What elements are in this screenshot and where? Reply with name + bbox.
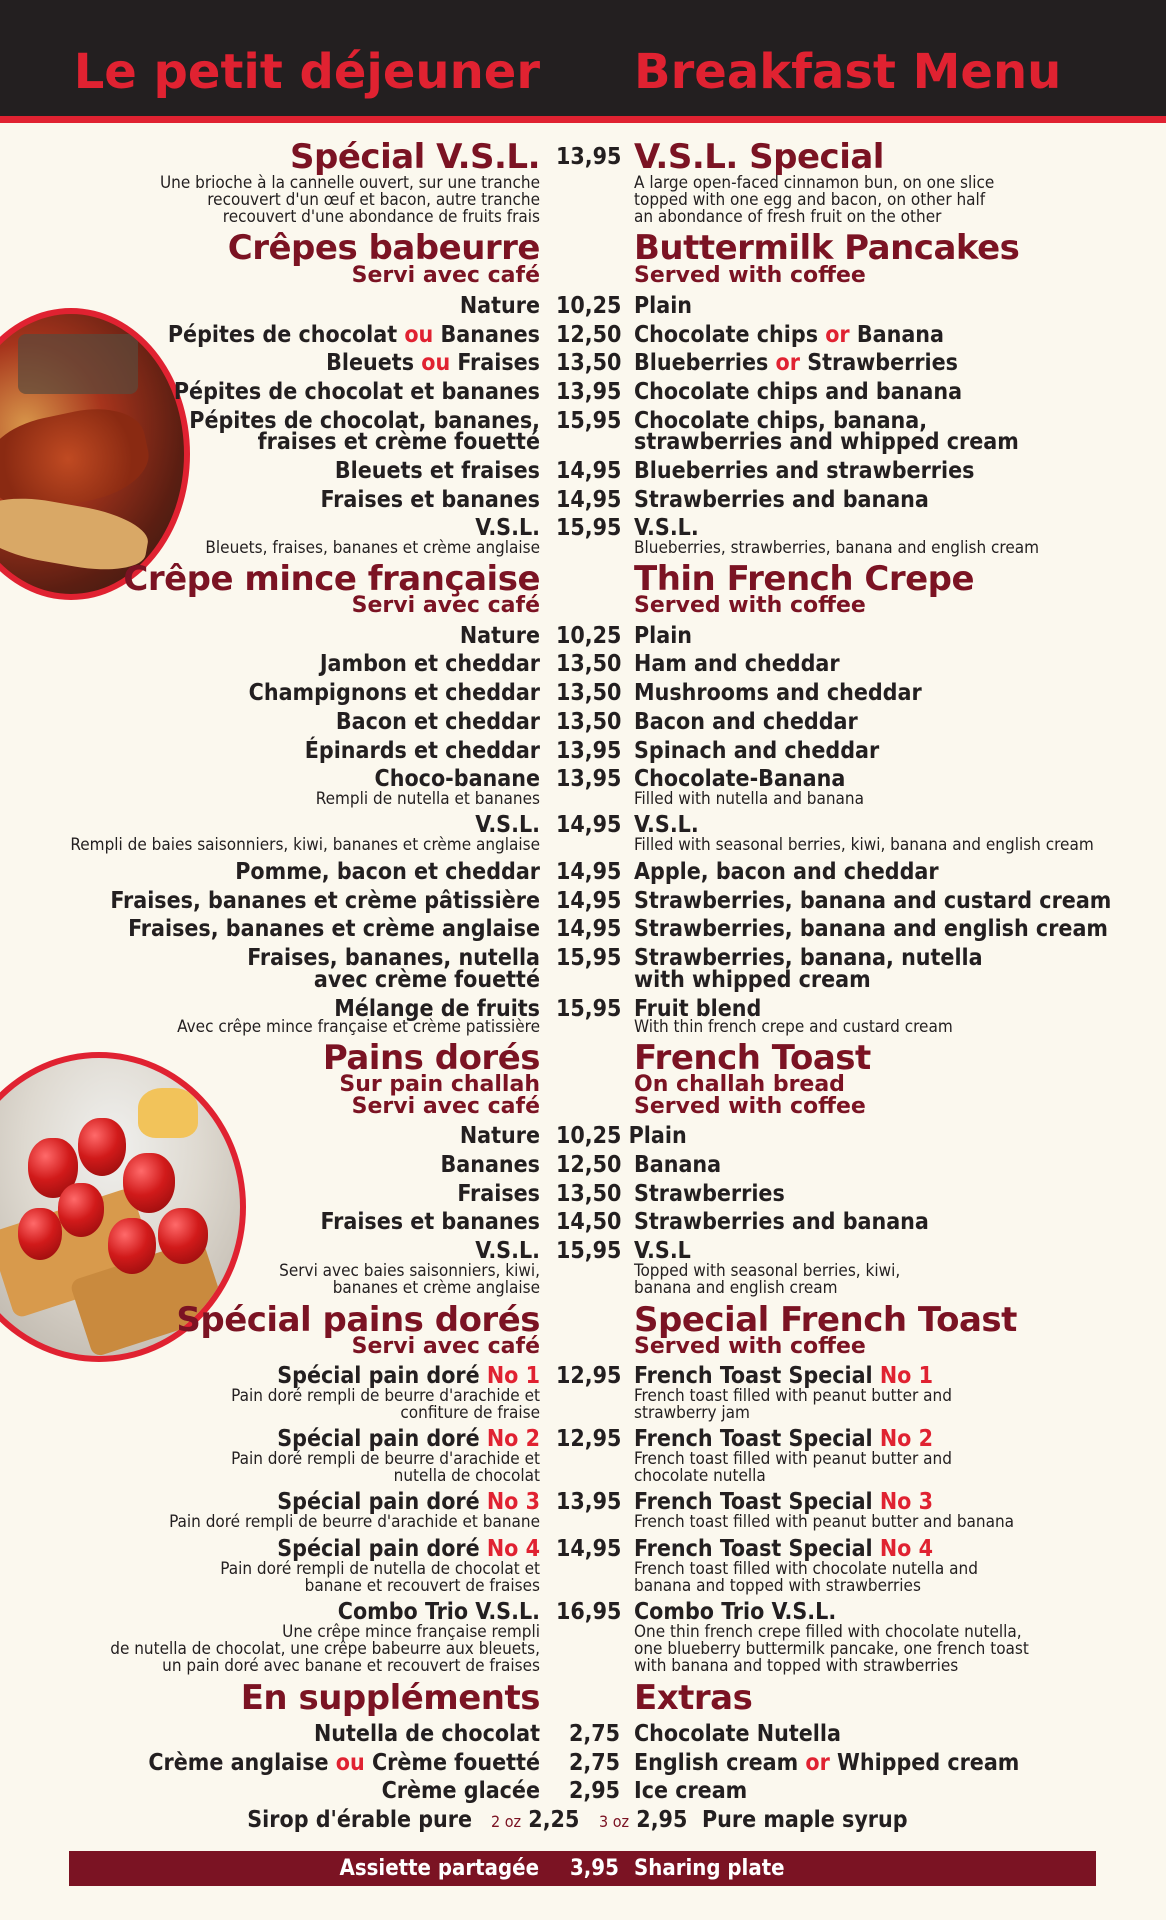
item-name-fr: Fraises, bananes et crème pâtissière xyxy=(110,888,540,914)
item-name-fr: Mélange de fruits xyxy=(334,996,540,1022)
item-name-fr: V.S.L. xyxy=(475,812,540,838)
section-title-fr: Spécial V.S.L. xyxy=(290,137,540,177)
section-title-en: French Toast xyxy=(634,1038,871,1078)
item-name-fr: Nature xyxy=(459,623,540,649)
item-desc-en: One thin french crepe filled with chocolate nutella, xyxy=(634,1622,1022,1642)
item-desc-fr: recouvert d'une abondance de fruits frais xyxy=(222,207,540,227)
item-name-fr: Jambon et cheddar xyxy=(319,651,540,677)
section-subtitle-fr: Servi avec café xyxy=(351,593,540,618)
item-name-en: Apple, bacon and cheddar xyxy=(634,859,939,885)
item-name-en: Ice cream xyxy=(634,1778,748,1804)
sharing-fr: Assiette partagée xyxy=(339,1856,539,1881)
item-price: 12,50 xyxy=(556,1152,622,1178)
item-price: 15,95 xyxy=(556,1238,622,1264)
item-price: 10,25 xyxy=(556,293,622,319)
item-price: 13,50 xyxy=(556,709,622,735)
item-price: 13,95 xyxy=(556,738,622,764)
item-price: 12,50 xyxy=(556,322,622,348)
section-subtitle-en: Served with coffee xyxy=(634,263,866,288)
item-name-fr: Fraises et bananes xyxy=(320,1209,540,1235)
price: 13,95 xyxy=(556,144,622,170)
section-subtitle-fr: Sur pain challah xyxy=(339,1072,540,1097)
item-price: 12,95 xyxy=(556,1363,622,1389)
item-desc-fr: Une crêpe mince française rempli xyxy=(282,1622,540,1642)
sharing-en: Sharing plate xyxy=(634,1856,785,1881)
item-price: 14,50 xyxy=(556,1209,622,1235)
item-name-en: V.S.L. xyxy=(634,515,699,541)
item-price: 13,50 xyxy=(556,1181,622,1207)
item-desc-en: A large open-faced cinnamon bun, on one slice xyxy=(634,173,995,193)
item-price: 14,95 xyxy=(556,916,622,942)
item-desc-fr: Une brioche à la cannelle ouvert, sur une tranche xyxy=(159,173,540,193)
item-desc-en: Topped with seasonal berries, kiwi, xyxy=(634,1261,901,1281)
item-name-fr: Pépites de chocolat ou Bananes xyxy=(167,322,540,348)
item-price: 13,50 xyxy=(556,680,622,706)
section-title-fr: Spécial pains dorés xyxy=(176,1300,540,1340)
item-price: 2,75 xyxy=(569,1750,621,1776)
item-price: 2,95 xyxy=(569,1778,621,1804)
item-desc-en: French toast filled with peanut butter and xyxy=(634,1449,952,1469)
item-desc-en: with banana and topped with strawberries xyxy=(634,1656,959,1676)
item-name-en: English cream or Whipped cream xyxy=(634,1750,1020,1776)
item-name-en: Banana xyxy=(634,1152,722,1178)
item-name-fr: Spécial pain doré No 1 xyxy=(277,1363,540,1389)
item-name-fr: Fraises, bananes et crème anglaise xyxy=(128,916,540,942)
section-title-fr: Pains dorés xyxy=(322,1038,540,1078)
item-desc-fr: Pain doré rempli de beurre d'arachide et xyxy=(231,1449,540,1469)
item-price: 10,25 Plain xyxy=(556,1123,687,1149)
section-subtitle-fr: Servi avec café xyxy=(351,263,540,288)
item-desc-fr: Pain doré rempli de beurre d'arachide et xyxy=(231,1386,540,1406)
item-name-en: Strawberries xyxy=(634,1181,785,1207)
item-name-en: Strawberries and banana xyxy=(634,1209,929,1235)
item-desc-fr: banane et recouvert de fraises xyxy=(304,1576,540,1596)
item-name-en: Pure maple syrup xyxy=(702,1807,908,1833)
item-price: 15,95 xyxy=(556,945,622,971)
sharing-plate-bar xyxy=(69,1851,1096,1886)
item-price-3oz: 3 oz 2,95 xyxy=(599,1807,688,1833)
item-desc-fr: Rempli de nutella et bananes xyxy=(315,789,540,809)
item-price-2oz: 2 oz 2,25 xyxy=(491,1807,580,1833)
item-name-en: Spinach and cheddar xyxy=(634,738,880,764)
item-name-en: Chocolate chips or Banana xyxy=(634,322,944,348)
item-desc-fr: nutella de chocolat xyxy=(393,1466,540,1486)
item-name-fr: Nutella de chocolat xyxy=(313,1721,540,1747)
header-divider xyxy=(0,116,1166,123)
item-desc-en: French toast filled with peanut butter and banana xyxy=(634,1512,1015,1532)
sharing-price: 3,95 xyxy=(570,1856,619,1881)
item-name-en-line2: with whipped cream xyxy=(634,967,871,993)
item-desc-en: With thin french crepe and custard cream xyxy=(634,1017,953,1037)
section-title-en: Thin French Crepe xyxy=(634,559,975,599)
item-name-en: Bacon and cheddar xyxy=(634,709,858,735)
item-price: 15,95 xyxy=(556,996,622,1022)
item-price: 13,95 xyxy=(556,766,622,792)
item-price: 12,95 xyxy=(556,1426,622,1452)
section-title-en: V.S.L. Special xyxy=(634,137,884,177)
item-name-fr: Bacon et cheddar xyxy=(335,709,540,735)
item-price: 13,95 xyxy=(556,379,622,405)
section-subtitle-fr: Servi avec café xyxy=(351,1334,540,1359)
item-name-fr: Fraises xyxy=(457,1181,540,1207)
item-desc-fr: bananes et crème anglaise xyxy=(332,1278,540,1298)
item-name-en: Ham and cheddar xyxy=(634,651,840,677)
item-price: 14,95 xyxy=(556,458,622,484)
item-desc-en: French toast filled with chocolate nutella and xyxy=(634,1559,978,1579)
item-name-en: Chocolate chips, banana, xyxy=(634,408,928,434)
section-subtitle-fr: Servi avec café xyxy=(351,1094,540,1119)
item-desc-fr: recouvert d'un œuf et bacon, autre tranche xyxy=(207,190,540,210)
item-name-en: Fruit blend xyxy=(634,996,762,1022)
item-desc-en: Filled with nutella and banana xyxy=(634,789,864,809)
item-desc-en: banana and topped with strawberries xyxy=(634,1576,921,1596)
item-name-fr: Sirop d'érable pure xyxy=(247,1807,472,1833)
item-price: 14,95 xyxy=(556,487,622,513)
item-name-en: Blueberries and strawberries xyxy=(634,458,975,484)
item-desc-en: topped with one egg and bacon, on other half xyxy=(634,190,986,210)
item-name-en: Strawberries and banana xyxy=(634,487,929,513)
item-name-fr: Bananes xyxy=(440,1152,540,1178)
item-name-en: V.S.L xyxy=(634,1238,691,1264)
item-name-en: Chocolate Nutella xyxy=(634,1721,841,1747)
item-name-fr: Pépites de chocolat et bananes xyxy=(173,379,540,405)
item-name-en: V.S.L. xyxy=(634,812,699,838)
section-title-en: Special French Toast xyxy=(634,1300,1017,1340)
item-price: 14,95 xyxy=(556,1536,622,1562)
item-desc-fr: Pain doré rempli de nutella de chocolat et xyxy=(220,1559,540,1579)
item-name-fr: Spécial pain doré No 4 xyxy=(277,1536,540,1562)
item-name-fr: Spécial pain doré No 3 xyxy=(277,1489,540,1515)
crepe-photo xyxy=(0,308,190,600)
item-price: 15,95 xyxy=(556,408,622,434)
item-price: 13,95 xyxy=(556,1489,622,1515)
item-name-en: Chocolate-Banana xyxy=(634,766,846,792)
section-subtitle-en: Served with coffee xyxy=(634,593,866,618)
item-name-fr-line2: fraises et crème fouetté xyxy=(257,429,540,455)
section-title-fr: En suppléments xyxy=(240,1678,540,1718)
item-desc-en: Blueberries, strawberries, banana and english cream xyxy=(634,538,1040,558)
item-name-fr: Champignons et cheddar xyxy=(248,680,540,706)
section-title-en: Buttermilk Pancakes xyxy=(634,228,1020,268)
header-title-fr: Le petit déjeuner xyxy=(73,44,540,100)
section-title-fr: Crêpes babeurre xyxy=(227,228,540,268)
item-name-fr: Fraises, bananes, nutella xyxy=(247,945,540,971)
item-name-en: Plain xyxy=(634,623,693,649)
item-name-en: French Toast Special No 2 xyxy=(634,1426,933,1452)
item-desc-en: chocolate nutella xyxy=(634,1466,766,1486)
item-name-en: Plain xyxy=(634,293,693,319)
item-desc-en: strawberry jam xyxy=(634,1403,750,1423)
item-name-en: French Toast Special No 4 xyxy=(634,1536,933,1562)
item-price: 14,95 xyxy=(556,812,622,838)
section-subtitle-en: On challah bread xyxy=(634,1072,845,1097)
item-name-fr: Bleuets ou Fraises xyxy=(326,350,540,376)
item-desc-fr: Avec crêpe mince française et crème patissière xyxy=(177,1017,540,1037)
section-subtitle-en: Served with coffee xyxy=(634,1334,866,1359)
item-desc-fr: de nutella de chocolat, une crêpe babeurre aux bleuets, xyxy=(110,1639,540,1659)
item-desc-fr: confiture de fraise xyxy=(400,1403,540,1423)
item-name-en-line2: strawberries and whipped cream xyxy=(634,429,1019,455)
item-desc-fr: un pain doré avec banane et recouvert de fraises xyxy=(162,1656,540,1676)
item-name-fr: Combo Trio V.S.L. xyxy=(337,1599,540,1625)
item-name-fr: Choco-banane xyxy=(374,766,540,792)
item-name-fr: Nature xyxy=(459,1123,540,1149)
item-name-en: Strawberries, banana and english cream xyxy=(634,916,1108,942)
item-desc-en: French toast filled with peanut butter and xyxy=(634,1386,952,1406)
item-desc-en: an abondance of fresh fruit on the other xyxy=(634,207,942,227)
item-desc-en: banana and english cream xyxy=(634,1278,838,1298)
item-name-fr-line2: avec crème fouetté xyxy=(313,967,540,993)
item-name-en: French Toast Special No 1 xyxy=(634,1363,933,1389)
item-price: 16,95 xyxy=(556,1599,622,1625)
item-price: 10,25 xyxy=(556,623,622,649)
item-name-en: Blueberries or Strawberries xyxy=(634,350,958,376)
item-price: 14,95 xyxy=(556,888,622,914)
item-name-fr: Fraises et bananes xyxy=(320,487,540,513)
item-desc-fr: Rempli de baies saisonniers, kiwi, bananes et crème anglaise xyxy=(70,835,540,855)
item-desc-en: one blueberry buttermilk pancake, one french toast xyxy=(634,1639,1029,1659)
item-price: 13,50 xyxy=(556,651,622,677)
item-name-fr: V.S.L. xyxy=(475,515,540,541)
item-name-en: Strawberries, banana, nutella xyxy=(634,945,983,971)
item-name-en: Combo Trio V.S.L. xyxy=(634,1599,837,1625)
section-title-fr: Crêpe mince française xyxy=(123,559,540,599)
item-desc-fr: Pain doré rempli de beurre d'arachide et banane xyxy=(169,1512,540,1532)
header-title-en: Breakfast Menu xyxy=(634,44,1062,100)
item-name-fr: V.S.L. xyxy=(475,1238,540,1264)
section-title-en: Extras xyxy=(634,1678,753,1718)
item-price: 13,50 xyxy=(556,350,622,376)
item-price: 15,95 xyxy=(556,515,622,541)
item-name-fr: Crème glacée xyxy=(381,1778,540,1804)
item-desc-en: Filled with seasonal berries, kiwi, banana and english cream xyxy=(634,835,1094,855)
item-name-fr: Pomme, bacon et cheddar xyxy=(235,859,540,885)
item-name-fr: Pépites de chocolat, bananes, xyxy=(189,408,540,434)
item-name-fr: Épinards et cheddar xyxy=(304,738,540,764)
item-name-fr: Nature xyxy=(459,293,540,319)
item-desc-fr: Servi avec baies saisonniers, kiwi, xyxy=(279,1261,540,1281)
section-subtitle-en: Served with coffee xyxy=(634,1094,866,1119)
item-desc-fr: Bleuets, fraises, bananes et crème anglaise xyxy=(205,538,540,558)
item-name-en: Strawberries, banana and custard cream xyxy=(634,888,1112,914)
item-name-en: Chocolate chips and banana xyxy=(634,379,963,405)
item-name-en: French Toast Special No 3 xyxy=(634,1489,933,1515)
item-name-fr: Spécial pain doré No 2 xyxy=(277,1426,540,1452)
item-name-fr: Bleuets et fraises xyxy=(334,458,540,484)
item-name-en: Mushrooms and cheddar xyxy=(634,680,922,706)
item-price: 14,95 xyxy=(556,859,622,885)
item-price: 2,75 xyxy=(569,1721,621,1747)
item-name-fr: Crème anglaise ou Crème fouetté xyxy=(148,1750,540,1776)
